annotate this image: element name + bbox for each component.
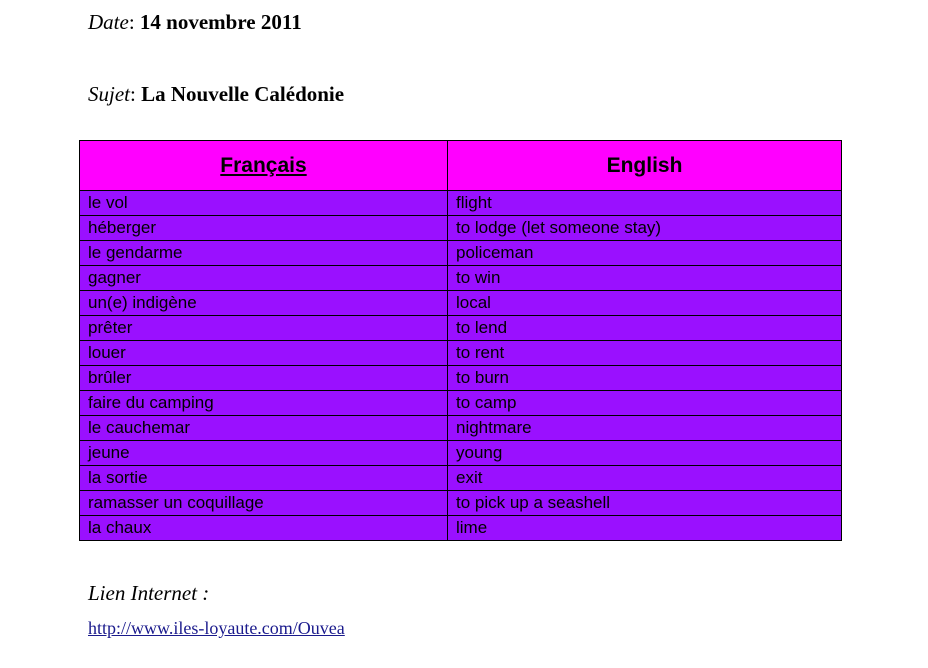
table-row <box>80 266 842 291</box>
french-word-cell: un(e) indigène <box>80 291 448 316</box>
french-word-cell: la chaux <box>80 516 448 541</box>
table-row <box>80 316 842 341</box>
english-word-cell: policeman <box>448 241 842 266</box>
subject-value: La Nouvelle Calédonie <box>141 82 345 106</box>
date-separator: : <box>128 10 140 34</box>
table-row <box>80 341 842 366</box>
french-word-cell: brûler <box>80 366 448 391</box>
subject-label: Sujet <box>88 82 130 106</box>
vocabulary-table <box>79 140 842 541</box>
english-word-cell: lime <box>448 516 842 541</box>
table-row <box>80 491 842 516</box>
english-word-cell: to win <box>448 266 842 291</box>
english-word-cell: to lodge (let someone stay) <box>448 216 842 241</box>
english-word-cell: local <box>448 291 842 316</box>
english-word-cell: young <box>448 441 842 466</box>
table-row <box>80 291 842 316</box>
french-word-cell: gagner <box>80 266 448 291</box>
date-value: 14 novembre 2011 <box>139 10 302 34</box>
english-word-cell: to camp <box>448 391 842 416</box>
table-row <box>80 241 842 266</box>
table-row <box>80 391 842 416</box>
english-word-cell: to burn <box>448 366 842 391</box>
table-row <box>80 416 842 441</box>
french-word-cell: louer <box>80 341 448 366</box>
french-word-cell: jeune <box>80 441 448 466</box>
internet-link[interactable]: http://www.iles-loyaute.com/Ouvea <box>88 618 345 638</box>
french-word-cell: le vol <box>80 191 448 216</box>
french-word-cell: la sortie <box>80 466 448 491</box>
date-label: Date <box>88 10 129 34</box>
table-row <box>80 466 842 491</box>
english-word-cell: to pick up a seashell <box>448 491 842 516</box>
link-label: Lien Internet : <box>88 581 210 605</box>
french-word-cell: héberger <box>80 216 448 241</box>
header-french: Français <box>80 141 448 191</box>
subject-line <box>88 82 344 107</box>
french-word-cell: le cauchemar <box>80 416 448 441</box>
english-word-cell: exit <box>448 466 842 491</box>
english-word-cell: flight <box>448 191 842 216</box>
table-header-row <box>80 141 842 191</box>
table-row <box>80 216 842 241</box>
english-word-cell: nightmare <box>448 416 842 441</box>
french-word-cell: le gendarme <box>80 241 448 266</box>
french-word-cell: faire du camping <box>80 391 448 416</box>
english-word-cell: to lend <box>448 316 842 341</box>
english-word-cell: to rent <box>448 341 842 366</box>
subject-separator: : <box>130 82 142 106</box>
table-row <box>80 516 842 541</box>
table-body <box>80 191 842 541</box>
table-row <box>80 441 842 466</box>
french-word-cell: prêter <box>80 316 448 341</box>
table-row <box>80 366 842 391</box>
table-row <box>80 191 842 216</box>
french-word-cell: ramasser un coquillage <box>80 491 448 516</box>
date-line <box>88 10 302 35</box>
header-english: English <box>448 141 842 191</box>
